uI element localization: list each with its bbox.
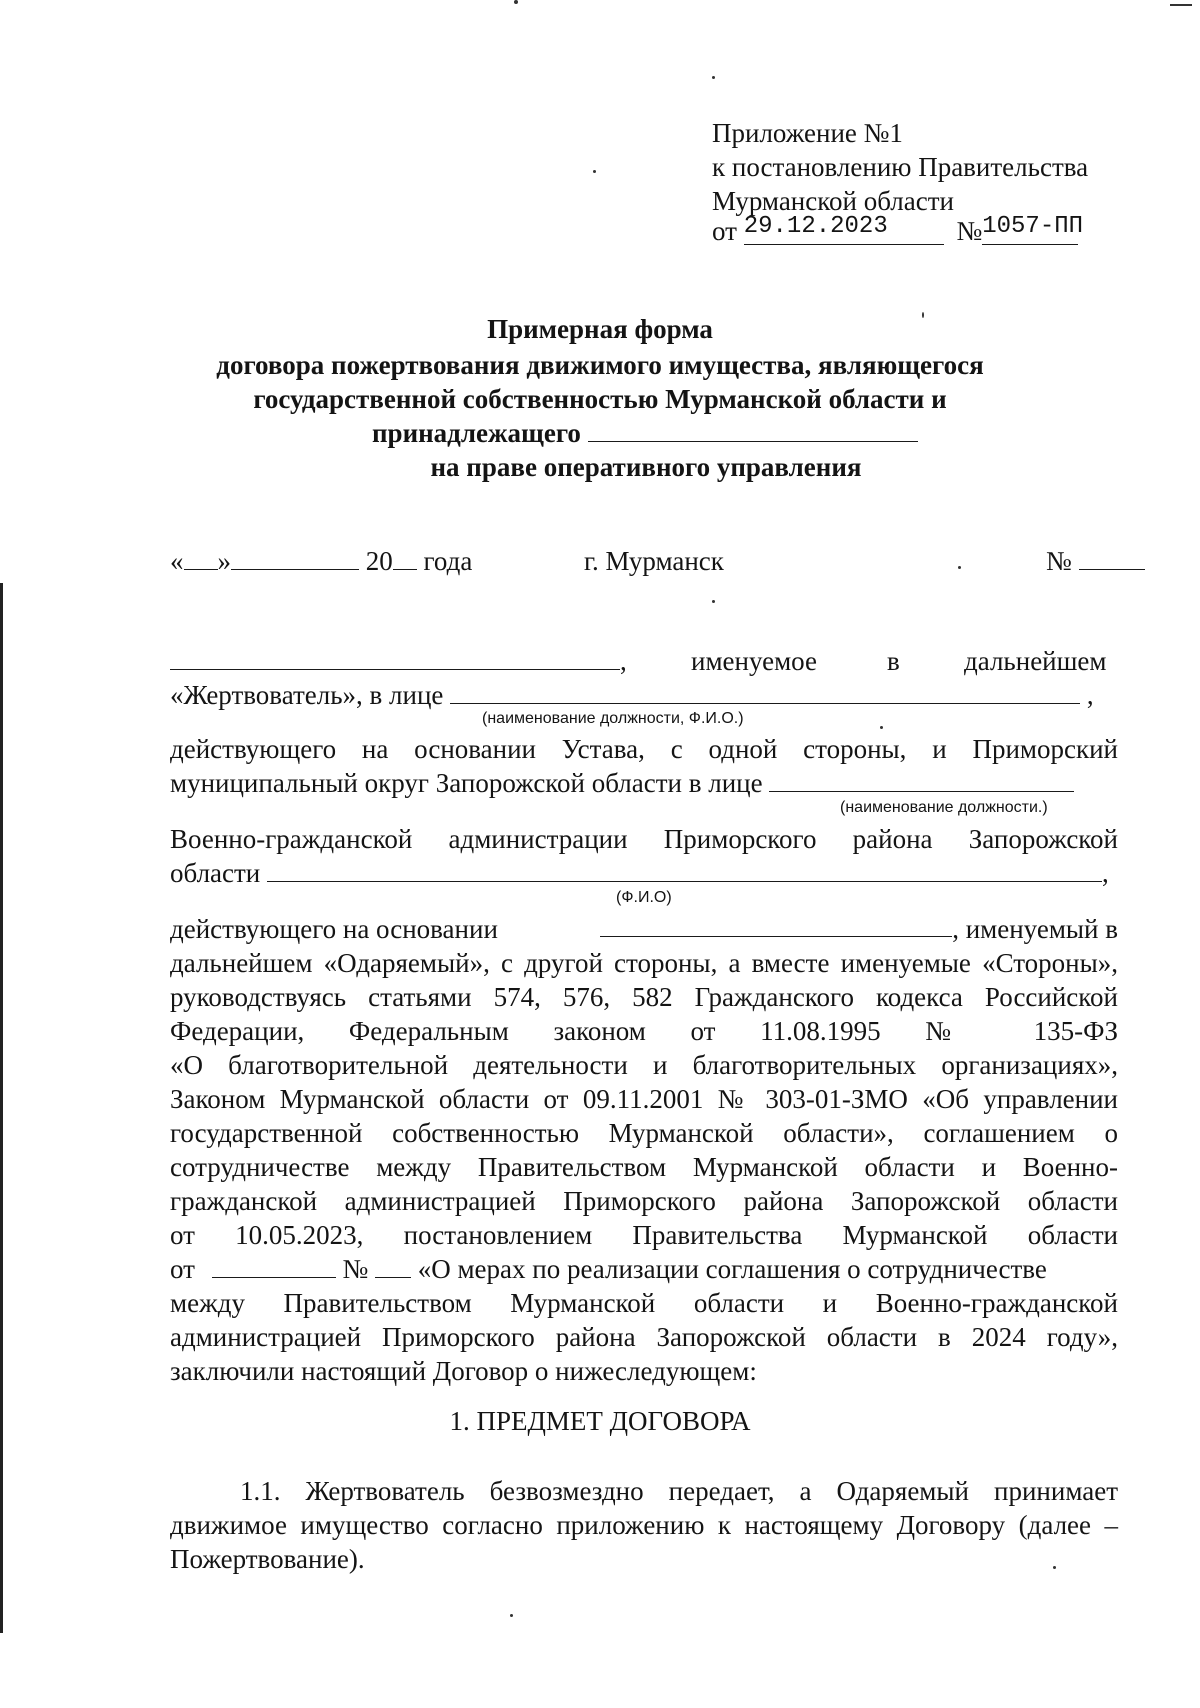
title-line-4 xyxy=(372,416,918,450)
title-line-3: государственной собственностью Мурманской области и xyxy=(253,384,947,414)
scan-speck xyxy=(958,566,961,569)
scan-speck xyxy=(712,600,715,603)
title-line-1: Примерная форма xyxy=(487,314,713,344)
contract-number-label: № xyxy=(1046,546,1072,576)
para-line-6 xyxy=(170,856,1109,890)
para-line-8: дальнейшем «Одаряемый», с другой стороны, а вместе именуемые «Стороны», xyxy=(170,948,1118,978)
para-line-12: Законом Мурманской области от 09.11.2001 № 303-01-ЗМО «Об управлении xyxy=(170,1084,1118,1114)
para-line-16: от 10.05.2023, постановлением Правительства Мурманской области xyxy=(170,1220,1118,1250)
year-prefix: 20 xyxy=(365,546,393,576)
contract-number-blank xyxy=(1079,545,1145,570)
caption-fio: (Ф.И.О) xyxy=(616,889,672,906)
title-line-5: на праве оперативного управления xyxy=(430,452,862,482)
caption-position-name: (наименование должности, Ф.И.О.) xyxy=(482,710,744,727)
quote-open: « xyxy=(170,546,184,576)
title-line-4-text: принадлежащего xyxy=(372,418,581,448)
donor-word-2: в xyxy=(887,646,900,676)
para-line-20: заключили настоящий Договор о нижеследующем: xyxy=(170,1356,757,1386)
scan-speck xyxy=(593,170,596,173)
clause-1-1-line-2: движимое имущество согласно приложению к настоящему Договору (далее – xyxy=(170,1510,1118,1540)
para-line-9: руководствуясь статьями 574, 576, 582 Гражданского кодекса Российской xyxy=(170,982,1118,1012)
number-prefix: № xyxy=(956,216,983,246)
appendix-number: Приложение №1 xyxy=(712,118,903,148)
year-suffix: года xyxy=(423,546,473,576)
para-line-17-rest: «О мерах по реализации соглашения о сотрудничестве xyxy=(417,1254,1047,1284)
recipient-position-blank xyxy=(769,767,1074,792)
donor-name-line xyxy=(170,644,627,678)
para-line-3: действующего на основании Устава, с одной стороны, и Приморский xyxy=(170,734,1118,764)
scan-speck xyxy=(712,76,715,79)
para-line-6-text: области xyxy=(170,858,261,888)
para-line-19: администрацией Приморского района Запорожской области в 2024 году», xyxy=(170,1322,1118,1352)
resolution-date-blank xyxy=(212,1253,336,1278)
contract-number xyxy=(1046,544,1145,578)
resolution-number-blank xyxy=(375,1253,411,1278)
resolution-date: 29.12.2023 xyxy=(744,210,944,245)
para-line-7-end: , именуемый в xyxy=(952,914,1118,944)
donor-word-1: именуемое xyxy=(691,646,817,676)
title-line-2: договора пожертвования движимого имущества, являющегося xyxy=(216,350,984,380)
para-line-5: Военно-гражданской администрации Приморского района Запорожской xyxy=(170,824,1118,854)
scan-speck xyxy=(510,1614,513,1617)
clause-1-1-line-3: Пожертвование). xyxy=(170,1544,365,1574)
basis-blank xyxy=(600,912,952,937)
donor-represented-text: «Жертвователь», в лице xyxy=(170,680,444,710)
para-line-10: Федерации, Федеральным законом от 11.08.1995 № 135-ФЗ xyxy=(170,1016,1118,1046)
date-prefix: от xyxy=(712,216,737,246)
para-line-15: гражданской администрацией Приморского района Запорожской области xyxy=(170,1186,1118,1216)
appendix-resolution: к постановлению Правительства xyxy=(712,152,1089,182)
para-line-17 xyxy=(170,1252,1047,1286)
para-line-6-comma: , xyxy=(1102,858,1109,888)
para-line-7-start: действующего на основании xyxy=(170,914,498,944)
para-line-17-num: № xyxy=(342,1254,369,1284)
contract-date xyxy=(170,544,472,578)
donor-rep-comma: , xyxy=(1086,680,1094,710)
month-blank xyxy=(231,545,359,570)
scan-margin-mark xyxy=(0,583,3,1633)
donor-name-blank xyxy=(170,645,620,670)
donor-represented-line xyxy=(170,678,1094,712)
clause-1-1-line-1: 1.1. Жертвователь безвозмездно передает, а Одаряемый принимает xyxy=(240,1476,1118,1506)
para-line-4-text: муниципальный округ Запорожской области в лице xyxy=(170,768,763,798)
contract-city: г. Мурманск xyxy=(584,546,724,576)
appendix-date-line xyxy=(712,213,1084,253)
donor-word-3: дальнейшем xyxy=(964,646,1107,676)
donor-rep-blank xyxy=(450,679,1080,704)
scan-speck xyxy=(880,726,883,729)
quote-close: » xyxy=(217,546,231,576)
para-line-13: государственной собственностью Мурманской области», соглашением о xyxy=(170,1118,1118,1148)
scan-speck xyxy=(1170,4,1192,6)
scan-speck xyxy=(514,0,518,4)
day-blank xyxy=(184,545,218,570)
year-blank xyxy=(393,545,417,570)
recipient-fio-blank xyxy=(267,857,1102,882)
owner-blank xyxy=(588,417,918,442)
para-line-4 xyxy=(170,766,1074,800)
resolution-number: 1057-ПП xyxy=(982,210,1078,245)
caption-position: (наименование должности.) xyxy=(840,799,1048,816)
para-line-17-from: от xyxy=(170,1254,195,1284)
appendix-region: Мурманской области xyxy=(712,186,954,216)
para-line-14: сотрудничестве между Правительством Мурманской области и Военно- xyxy=(170,1152,1118,1182)
section-1-heading: 1. ПРЕДМЕТ ДОГОВОРА xyxy=(449,1406,751,1436)
para-line-18: между Правительством Мурманской области и Военно-гражданской xyxy=(170,1288,1118,1318)
donor-comma: , xyxy=(620,646,627,676)
scan-speck xyxy=(1053,1566,1056,1569)
para-line-11: «О благотворительной деятельности и благотворительных организациях», xyxy=(170,1050,1118,1080)
para-line-7 xyxy=(170,912,1118,946)
